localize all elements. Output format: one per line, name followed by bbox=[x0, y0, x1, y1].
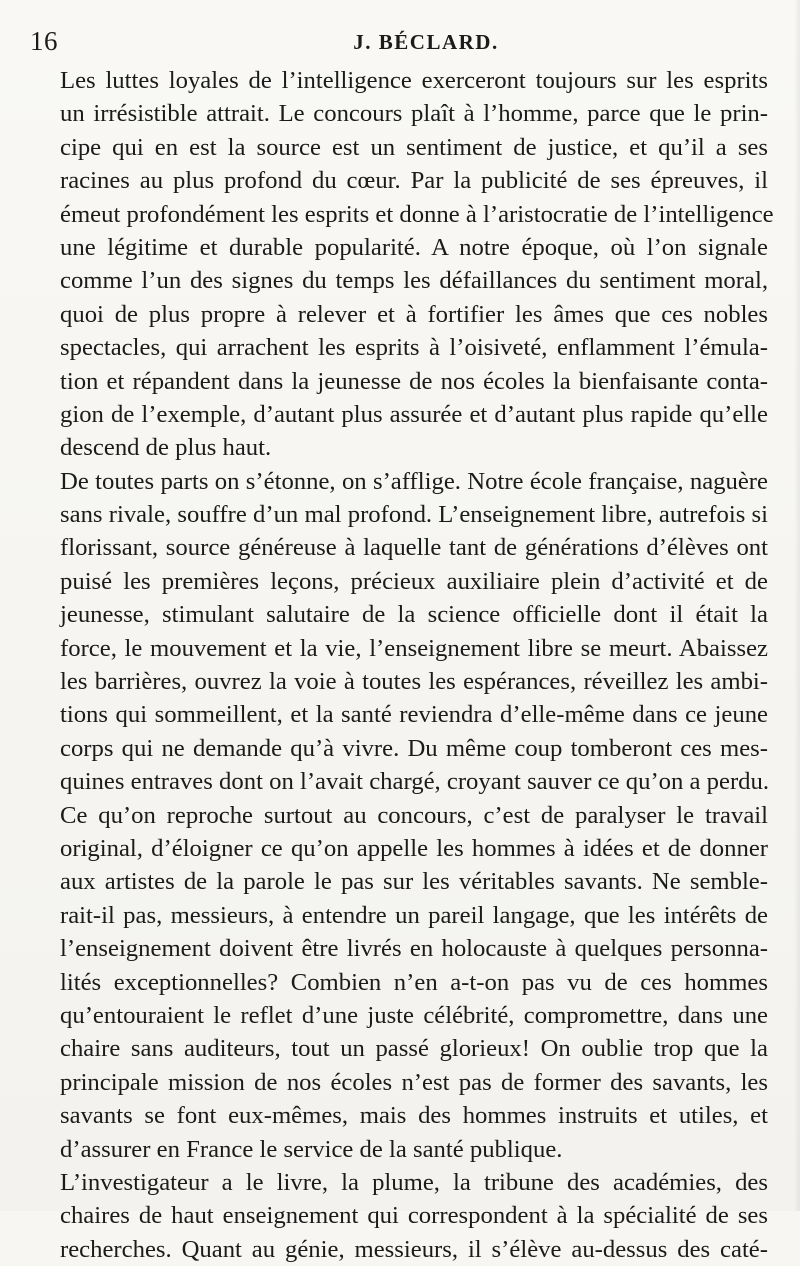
text-line: puisé les premières leçons, précieux auxiliaire plein d’activité et de bbox=[60, 567, 768, 595]
text-line: jeunesse, stimulant salutaire de la science officielle dont il était la bbox=[60, 601, 768, 629]
paragraph-3 bbox=[60, 799, 768, 1166]
text-line: émeut profondément les esprits et donne à l’aristocratie de l’intelligence bbox=[60, 200, 774, 228]
text-line: qu’entouraient le reflet d’une juste célébrité, compromettre, dans une bbox=[60, 1001, 768, 1029]
text-line: recherches. Quant au génie, messieurs, il s’élève au-dessus des caté- bbox=[60, 1235, 768, 1263]
paragraph-1 bbox=[60, 64, 774, 465]
text-line: De toutes parts on s’étonne, on s’afflige. Notre école française, naguère bbox=[60, 467, 768, 495]
text-line: lités exceptionnelles? Combien n’en a-t-on pas vu de ces hommes bbox=[60, 968, 768, 996]
text-line: d’assurer en France le service de la santé publique. bbox=[60, 1135, 563, 1163]
text-line: gion de l’exemple, d’autant plus assurée et d’autant plus rapide qu’elle bbox=[60, 400, 768, 428]
text-line: aux artistes de la parole le pas sur les véritables savants. Ne semble- bbox=[60, 868, 768, 896]
text-line: l’enseignement doivent être livrés en holocauste à quelques personna- bbox=[60, 935, 768, 963]
text-line: principale mission de nos écoles n’est pas de former des savants, les bbox=[60, 1068, 768, 1096]
text-line: original, d’éloigner ce qu’on appelle les hommes à idées et de donner bbox=[60, 834, 768, 862]
text-line: corps qui ne demande qu’à vivre. Du même coup tomberont ces mes- bbox=[60, 734, 768, 762]
body-text bbox=[60, 64, 774, 1266]
text-line: L’investigateur a le livre, la plume, la tribune des académies, des bbox=[60, 1168, 768, 1196]
text-line: un irrésistible attrait. Le concours plaît à l’homme, parce que le prin- bbox=[60, 100, 768, 128]
text-line: tions qui sommeillent, et la santé reviendra d’elle-même dans ce jeune bbox=[60, 701, 768, 729]
text-line: quoi de plus propre à relever et à fortifier les âmes que ces nobles bbox=[60, 300, 768, 328]
text-line: chaires de haut enseignement qui correspondent à la spécialité de ses bbox=[60, 1202, 768, 1230]
text-line: tion et répandent dans la jeunesse de nos écoles la bienfaisante conta- bbox=[60, 367, 768, 395]
text-line: florissant, source généreuse à laquelle tant de générations d’élèves ont bbox=[60, 534, 768, 562]
paragraph-4 bbox=[60, 1166, 768, 1266]
text-line: une légitime et durable popularité. A notre époque, où l’on signale bbox=[60, 233, 768, 261]
text-line: force, le mouvement et la vie, l’enseignement libre se meurt. Abaissez bbox=[60, 634, 768, 662]
text-line: rait-il pas, messieurs, à entendre un pareil langage, que les intérêts de bbox=[60, 901, 768, 929]
text-line: descend de plus haut. bbox=[60, 434, 272, 462]
text-line: spectacles, qui arrachent les esprits à l’oisiveté, enflamment l’émula- bbox=[60, 334, 768, 362]
text-line: savants se font eux-mêmes, mais des hommes instruits et utiles, et bbox=[60, 1102, 768, 1130]
text-line: racines au plus profond du cœur. Par la publicité de ses épreuves, il bbox=[60, 167, 768, 195]
text-line: cipe qui en est la source est un sentiment de justice, et qu’il a ses bbox=[60, 133, 768, 161]
text-line: comme l’un des signes du temps les défaillances du sentiment moral, bbox=[60, 267, 768, 295]
paragraph-2 bbox=[60, 465, 768, 799]
text-line: les barrières, ouvrez la voie à toutes les espérances, réveillez les ambi- bbox=[60, 668, 768, 696]
text-line: Les luttes loyales de l’intelligence exerceront toujours sur les esprits bbox=[60, 67, 768, 94]
text-line: quines entraves dont on l’avait chargé, croyant sauver ce qu’on a perdu. bbox=[60, 768, 770, 796]
page-number: 16 bbox=[30, 26, 58, 56]
page-header bbox=[30, 26, 782, 66]
page-edge-shadow bbox=[794, 0, 800, 1211]
text-line: Ce qu’on reproche surtout au concours, c’est de paralyser le travail bbox=[60, 801, 768, 829]
text-line: sans rivale, souffre d’un mal profond. L’enseignement libre, autrefois si bbox=[60, 501, 768, 529]
running-head: J. BÉCLARD. bbox=[353, 30, 499, 54]
text-line: chaire sans auditeurs, tout un passé glorieux! On oublie trop que la bbox=[60, 1035, 768, 1063]
